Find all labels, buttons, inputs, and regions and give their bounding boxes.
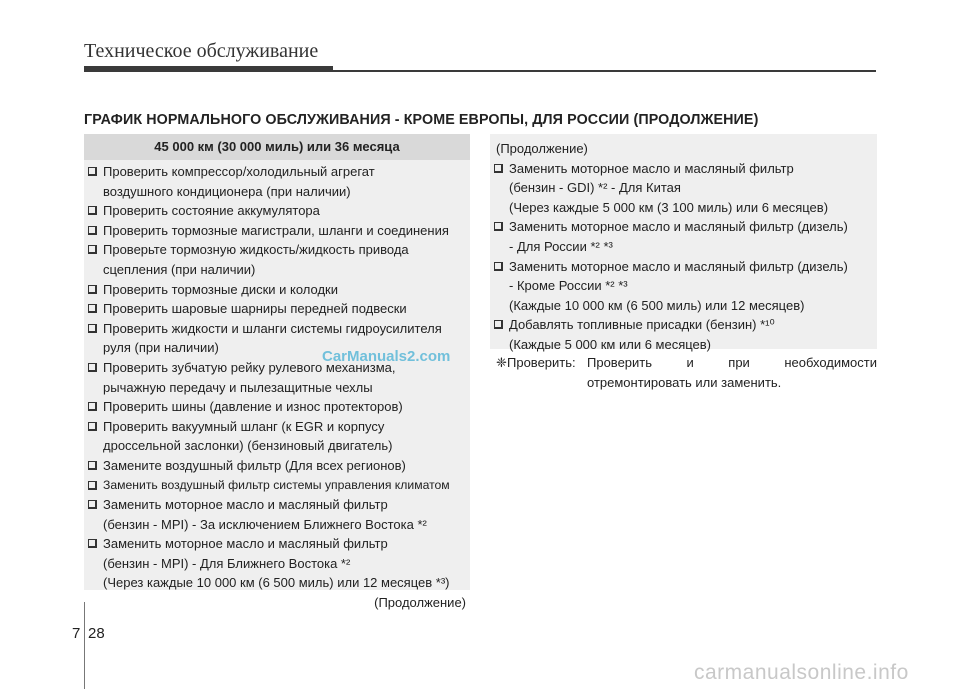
list-item (490, 296, 877, 316)
list-item (84, 534, 470, 554)
list-item (84, 162, 470, 182)
checkbox-icon (88, 422, 97, 431)
item-text: Проверить шаровые шарниры передней подвески (103, 301, 407, 317)
note-text-line2: отремонтировать или заменить. (587, 374, 782, 390)
page-header-title: Техническое обслуживание (84, 40, 319, 62)
list-item (84, 476, 470, 496)
list-item (84, 221, 470, 241)
item-text: Заменить моторное масло и масляный фильтр (103, 497, 388, 513)
list-item (84, 436, 470, 456)
list-item (490, 237, 877, 257)
list-item (84, 397, 470, 417)
item-text: Проверить зубчатую рейку рулевого механизма, (103, 359, 396, 375)
checkbox-icon (494, 164, 503, 173)
list-item (490, 217, 877, 237)
item-text: Проверить компрессор/холодильный агрегат (103, 164, 375, 179)
item-text: Заменить моторное масло и масляный фильтр (103, 536, 388, 552)
item-text: Проверить жидкости и шланги системы гидроусилителя (103, 320, 442, 336)
right-panel-list (490, 139, 877, 355)
list-item (84, 299, 470, 319)
list-item (490, 257, 877, 277)
watermark: CarManuals2.com (322, 348, 451, 365)
list-item (84, 495, 470, 515)
checkbox-icon (88, 285, 97, 294)
list-item (84, 260, 470, 280)
list-item (490, 335, 877, 355)
item-text: Проверьте тормозную жидкость/жидкость привода (103, 242, 409, 258)
list-item (84, 573, 470, 593)
item-continuation: (Через каждые 5 000 км (3 100 миль) или 6 месяцев) (509, 199, 829, 215)
item-continuation: (Каждые 10 000 км (6 500 миль) или 12 месяцев) (509, 297, 805, 313)
item-text: Заменить моторное масло и масляный фильтр (дизель) (509, 219, 848, 235)
item-text: Замените воздушный фильтр (Для всех регионов) (103, 457, 406, 473)
item-continuation: (бензин - MPI) - За исключением Ближнего Востока *² (103, 516, 427, 532)
item-text: Заменить моторное масло и масляный фильтр (509, 160, 794, 176)
continued-label: (Продолжение) (374, 595, 466, 611)
list-item (84, 319, 470, 339)
list-item (84, 554, 470, 574)
item-continuation: дроссельной заслонки) (бензиновый двигатель) (103, 438, 393, 454)
note-text-line1: Проверить и при необходимости (587, 355, 877, 370)
list-item (490, 178, 877, 198)
checkbox-icon (494, 262, 503, 271)
footer-site-watermark: carmanualsonline.info (694, 661, 909, 684)
item-text: Проверить тормозные диски и колодки (103, 281, 339, 297)
item-text: Добавлять топливные присадки (бензин) *¹⁰ (509, 317, 775, 333)
checkbox-icon (88, 206, 97, 215)
item-continuation: - Для России *² *³ (509, 238, 613, 254)
item-continuation: сцепления (при наличии) (103, 261, 256, 277)
checkbox-icon (88, 324, 97, 333)
list-item (490, 315, 877, 335)
note (490, 353, 877, 392)
checkbox-icon (494, 320, 503, 329)
list-item (84, 201, 470, 221)
item-continuation: рычажную передачу и пылезащитные чехлы (103, 379, 373, 395)
list-item (490, 276, 877, 296)
checkbox-icon (88, 402, 97, 411)
checkbox-icon (88, 539, 97, 548)
checkbox-icon (494, 222, 503, 231)
checkbox-icon (88, 304, 97, 313)
checkbox-icon (88, 363, 97, 372)
note-label: Проверить: (507, 355, 576, 370)
list-item (84, 515, 470, 535)
item-continuation: - Кроме России *² *³ (509, 278, 628, 294)
list-item (84, 593, 470, 613)
left-panel-heading: 45 000 км (30 000 миль) или 36 месяца (84, 134, 470, 160)
checkbox-icon (88, 245, 97, 254)
chapter-number: 7 (72, 625, 81, 642)
list-item (84, 182, 470, 202)
header-rule-thick (84, 66, 333, 72)
checkbox-icon (88, 481, 97, 490)
checkbox-icon (88, 461, 97, 470)
item-text: Проверить тормозные магистрали, шланги и соединения (103, 222, 449, 238)
item-continuation: (бензин - GDI) *² - Для Китая (509, 180, 681, 196)
list-item (84, 378, 470, 398)
footer-divider (84, 602, 85, 689)
checkbox-icon (88, 226, 97, 235)
header-rule-thin (333, 70, 876, 72)
list-item (84, 240, 470, 260)
section-title: ГРАФИК НОРМАЛЬНОГО ОБСЛУЖИВАНИЯ - КРОМЕ ЕВРОПЫ, ДЛЯ РОССИИ (ПРОДОЛЖЕНИЕ) (84, 112, 759, 128)
list-item (490, 139, 877, 159)
left-panel-list (84, 162, 470, 613)
list-item (490, 159, 877, 179)
note-mark-icon: ❈ (496, 355, 507, 370)
list-item (84, 280, 470, 300)
item-continuation: воздушного кондиционера (при наличии) (103, 183, 351, 199)
list-item (490, 198, 877, 218)
item-text: Заменить воздушный фильтр системы управления климатом (103, 477, 450, 492)
list-item (84, 456, 470, 476)
checkbox-icon (88, 500, 97, 509)
checkbox-icon (88, 167, 97, 176)
item-text: Проверить вакуумный шланг (к EGR и корпусу (103, 418, 385, 434)
continuation-label: (Продолжение) (496, 141, 588, 156)
page-number: 28 (88, 625, 105, 642)
item-text: Проверить шины (давление и износ протекторов) (103, 399, 403, 415)
item-continuation: (Через каждые 10 000 км (6 500 миль) или 12 месяцев *³) (103, 575, 450, 591)
item-text: Проверить состояние аккумулятора (103, 203, 320, 219)
item-continuation: (Каждые 5 000 км или 6 месяцев) (509, 336, 712, 352)
item-continuation: (бензин - MPI) - Для Ближнего Востока *² (103, 555, 351, 571)
item-continuation: руля (при наличии) (103, 340, 219, 356)
list-item (84, 417, 470, 437)
item-text: Заменить моторное масло и масляный фильтр (дизель) (509, 258, 848, 274)
